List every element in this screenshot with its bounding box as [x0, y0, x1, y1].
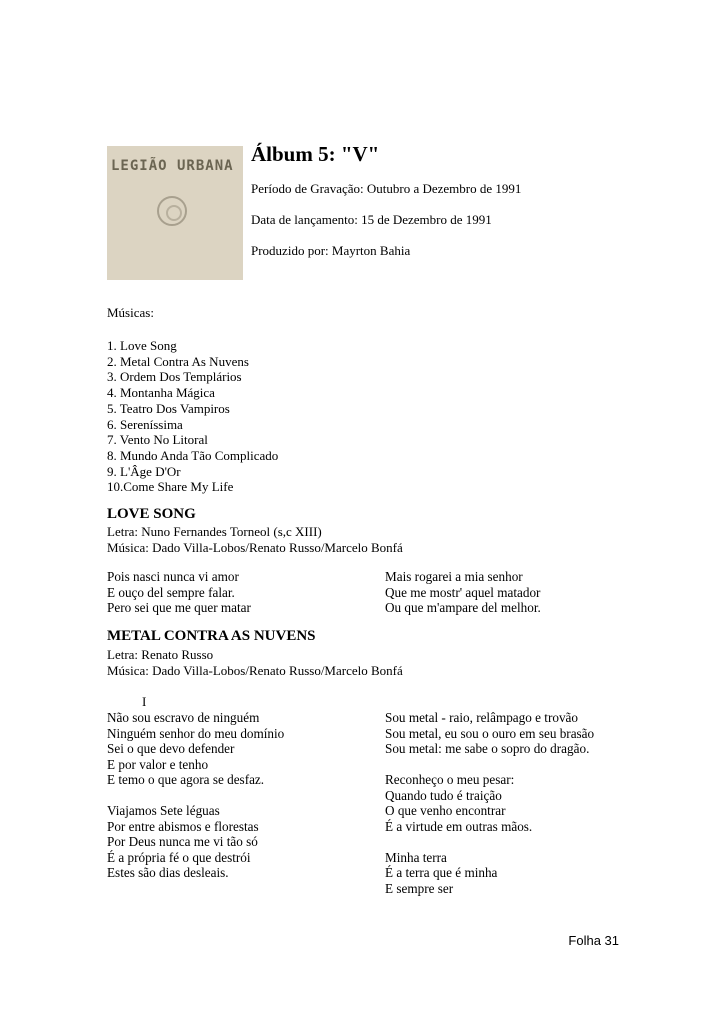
love-song-music-by: Música: Dado Villa-Lobos/Renato Russo/Marcelo Bonfá [107, 540, 403, 555]
love-song-lyrics-by: Letra: Nuno Fernandes Torneol (s,c XIII) [107, 524, 322, 539]
list-item: 1. Love Song [107, 338, 177, 353]
lyric-line: Sou metal - raio, relâmpago e trovão [385, 710, 578, 725]
lyric-line: E temo o que agora se desfaz. [107, 772, 265, 787]
lyric-line: Pero sei que me quer matar [107, 600, 251, 615]
album-cover [107, 146, 243, 280]
page-number: Folha 31 [568, 933, 619, 948]
lyric-line: E ouço del sempre falar. [107, 584, 235, 600]
list-item: 9. L'Âge D'Or [107, 463, 181, 479]
lyric-line: Viajamos Sete léguas [107, 803, 220, 818]
lyric-line: Que me mostr' aquel matador [385, 584, 541, 600]
list-item: 10.Come Share My Life [107, 479, 234, 495]
lyric-line: E sempre ser [385, 880, 454, 896]
lyric-line: Sou metal, eu sou o ouro em seu brasão [385, 725, 595, 741]
list-item: 8. Mundo Anda Tão Complicado [107, 447, 279, 463]
lyric-line: O que venho encontrar [385, 803, 506, 818]
lyric-line [385, 834, 594, 850]
lyric-line: Reconheço o meu pesar: [385, 772, 515, 787]
section-title-love-song: LOVE SONG [107, 506, 196, 522]
lyric-line: Por Deus nunca me vi tão só [107, 834, 258, 849]
love-song-verse-left [107, 569, 251, 616]
album-title: Álbum 5: "V" [251, 142, 380, 166]
cover-logo-text: LEGIÃO URBANA [111, 158, 234, 174]
tracks-label: Músicas: [107, 305, 154, 320]
section-title-metal: METAL CONTRA AS NUVENS [107, 628, 316, 644]
lyric-line: Não sou escravo de ninguém [107, 710, 260, 725]
lyric-line: É a virtude em outras mãos. [385, 818, 533, 834]
list-item: 2. Metal Contra As Nuvens [107, 353, 249, 369]
recording-period: Período de Gravação: Outubro a Dezembro de 1991 [251, 181, 522, 196]
lyric-line: Sei o que devo defender [107, 741, 235, 756]
lyric-line: E por valor e tenho [107, 756, 209, 772]
cover-seal-icon [157, 196, 187, 226]
track-list [107, 338, 278, 495]
lyric-line: É a própria fé o que destrói [107, 849, 251, 865]
list-item: 3. Ordem Dos Templários [107, 369, 242, 385]
producer: Produzido por: Mayrton Bahia [251, 243, 411, 258]
metal-verse-left [107, 710, 284, 881]
metal-music-by: Música: Dado Villa-Lobos/Renato Russo/Marcelo Bonfá [107, 663, 403, 678]
part-numeral: I [142, 694, 147, 709]
metal-lyrics-by: Letra: Renato Russo [107, 647, 214, 662]
release-date: Data de lançamento: 15 de Dezembro de 1991 [251, 212, 492, 227]
lyric-line: Ninguém senhor do meu domínio [107, 725, 285, 741]
lyric-line: Sou metal: me sabe o sopro do dragão. [385, 741, 590, 756]
list-item: 4. Montanha Mágica [107, 385, 215, 401]
lyric-line: Pois nasci nunca vi amor [107, 569, 239, 584]
lyric-line: Quando tudo é traição [385, 787, 502, 803]
lyric-line: Por entre abismos e florestas [107, 818, 259, 834]
metal-verse-right [385, 710, 594, 896]
love-song-verse-right [385, 569, 541, 616]
lyric-line [385, 757, 594, 773]
lyric-line: Mais rogarei a mia senhor [385, 569, 523, 584]
list-item: 7. Vento No Litoral [107, 432, 208, 448]
list-item: 6. Sereníssima [107, 416, 183, 432]
lyric-line [107, 788, 284, 804]
lyric-line: Estes são dias desleais. [107, 865, 229, 880]
lyric-line: Minha terra [385, 849, 447, 865]
lyric-line: É a terra que é minha [385, 865, 498, 880]
lyric-line: Ou que m'ampare del melhor. [385, 600, 541, 615]
list-item: 5. Teatro Dos Vampiros [107, 400, 230, 416]
